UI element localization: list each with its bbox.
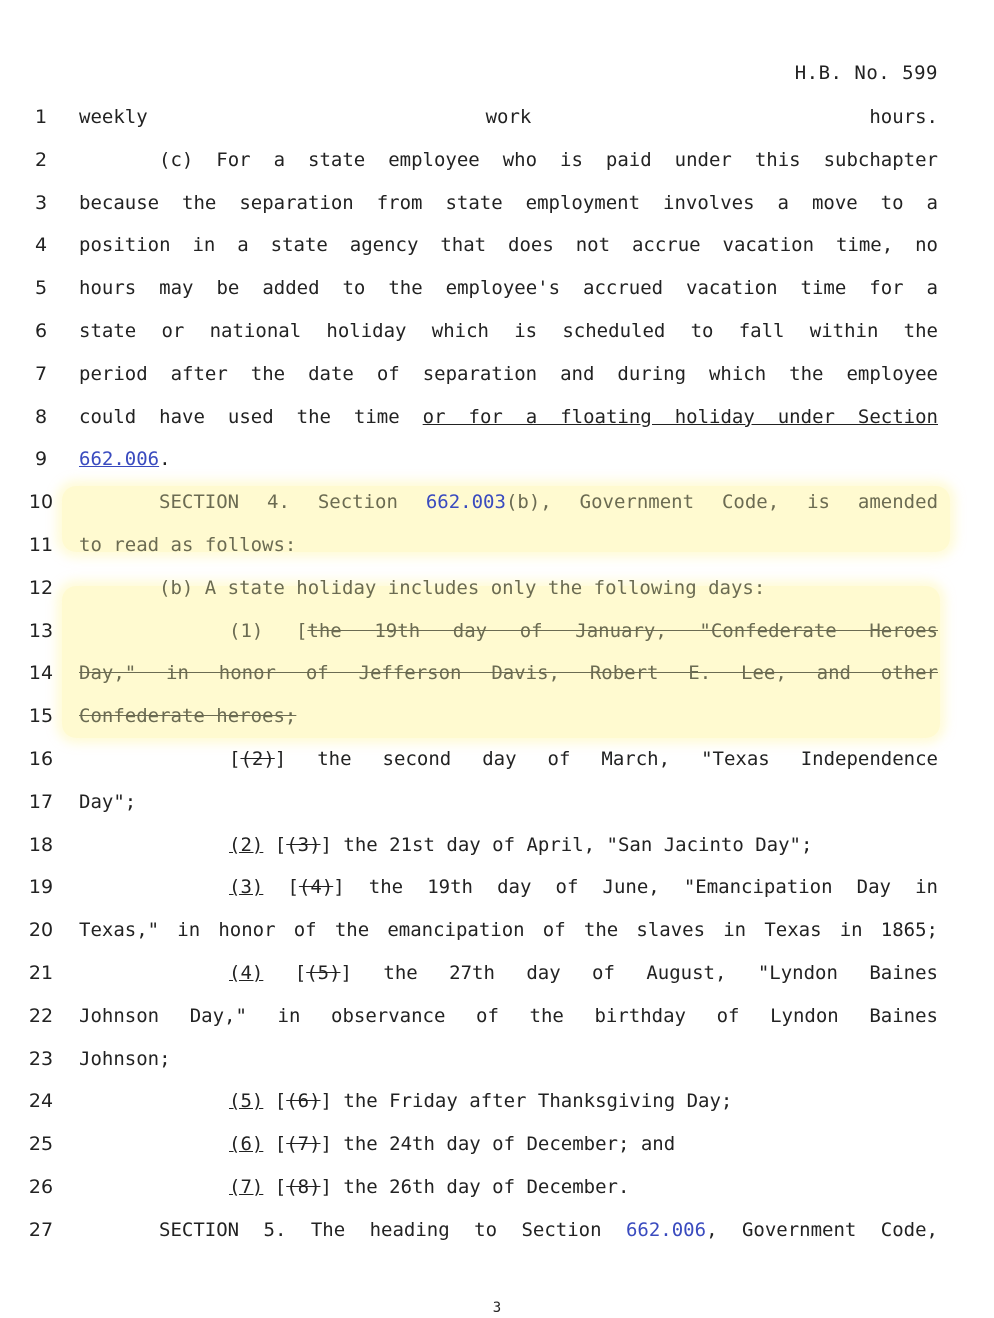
- line-number: 12: [28, 576, 54, 599]
- line-text: [229, 872, 938, 902]
- struck-text: (8): [286, 1176, 321, 1198]
- text-run: position in a state agency that does not accrue vacation time, no: [79, 234, 938, 257]
- bill-line: [0, 273, 994, 303]
- text-run: (b), Government Code, is amended: [505, 491, 939, 514]
- section-link[interactable]: 662.003: [425, 491, 506, 514]
- line-text: [229, 1086, 938, 1116]
- struck-text: (4): [298, 876, 334, 899]
- bill-line: [0, 1044, 994, 1074]
- bill-line: [0, 1215, 994, 1245]
- bill-line: [0, 958, 994, 988]
- line-number: 24: [28, 1090, 54, 1113]
- text-run: [: [263, 962, 307, 984]
- added-text: (7): [229, 1176, 264, 1198]
- line-text: [79, 359, 938, 389]
- text-run: Johnson;: [79, 1047, 171, 1070]
- line-number: 23: [28, 1047, 54, 1070]
- bill-line: [0, 915, 994, 945]
- line-number: 9: [34, 448, 48, 471]
- text-run: ] the 24th day of December; and: [320, 1133, 676, 1156]
- line-text: [229, 1129, 938, 1159]
- line-number: 2: [34, 148, 48, 171]
- bill-line: [0, 359, 994, 389]
- bill-line: [0, 145, 994, 175]
- text-run: [: [263, 1176, 287, 1198]
- text-run: period after the date of separation and during which the employee: [79, 362, 938, 385]
- text-run: hours may be added to the employee's accrued vacation time for a: [79, 277, 938, 300]
- text-run: because the separation from state employment involves a move to a: [79, 191, 938, 214]
- added-text: (4): [229, 962, 264, 984]
- bill-line: [0, 1172, 994, 1202]
- line-text: [79, 1044, 938, 1074]
- line-number: 22: [28, 1004, 54, 1027]
- line-text: [79, 658, 938, 688]
- line-number: 13: [28, 619, 54, 642]
- text-run: ] the 21st day of April, "San Jacinto Day";: [320, 833, 813, 856]
- text-run: (b) A state holiday includes only the following days:: [159, 576, 766, 599]
- line-text: [159, 573, 938, 603]
- text-run: ] the 19th day of June, "Emancipation Day in: [333, 876, 938, 899]
- page-number: 3: [492, 1300, 502, 1316]
- bill-line: [0, 487, 994, 517]
- struck-text: (7): [286, 1133, 321, 1156]
- line-number: 16: [28, 748, 54, 770]
- text-run: ] the 26th day of December.: [320, 1176, 630, 1198]
- line-number: 21: [28, 962, 54, 984]
- bill-line: [0, 1129, 994, 1159]
- text-run: weekly work hours.: [79, 106, 938, 128]
- struck-text: Confederate heroes;: [79, 705, 297, 728]
- line-text: [229, 1172, 938, 1202]
- bill-line: [0, 1086, 994, 1116]
- text-run: Johnson Day," in observance of the birthday of Lyndon Baines: [79, 1004, 938, 1027]
- added-text: (2): [229, 833, 264, 856]
- struck-text: the 19th day of January, "Confederate Heroes: [307, 619, 938, 642]
- text-run: (1) [: [229, 619, 308, 642]
- bill-line: [0, 701, 994, 731]
- line-text: [79, 402, 938, 432]
- bill-line: [0, 830, 994, 860]
- line-number: 20: [28, 919, 54, 942]
- line-number: 10: [28, 491, 54, 514]
- line-text: [79, 188, 938, 218]
- added-text: (5): [229, 1090, 264, 1113]
- bill-line: [0, 787, 994, 817]
- bill-line: [0, 188, 994, 218]
- text-run: ] the second day of March, "Texas Independence: [274, 748, 938, 770]
- line-number: 19: [28, 876, 54, 899]
- text-run: SECTION 4. Section: [159, 491, 426, 514]
- bill-line: [0, 573, 994, 603]
- text-run: [: [263, 1090, 287, 1113]
- added-text: (3): [229, 876, 264, 899]
- struck-text: (2): [240, 748, 275, 770]
- line-text: [79, 1001, 938, 1031]
- line-text: [79, 787, 938, 817]
- line-text: [79, 102, 938, 132]
- line-text: [79, 273, 938, 303]
- line-text: [79, 915, 938, 945]
- line-text: [79, 530, 938, 560]
- struck-text: (5): [306, 962, 341, 984]
- line-number: 5: [34, 277, 48, 300]
- text-run: [: [263, 1133, 287, 1156]
- line-text: [159, 1215, 938, 1245]
- bill-number: H.B. No. 599: [794, 62, 938, 84]
- struck-text: Day," in honor of Jefferson Davis, Robert E. Lee, and other: [79, 662, 938, 685]
- line-number: 26: [28, 1176, 54, 1198]
- text-run: to read as follows:: [79, 534, 297, 556]
- line-text: [79, 230, 938, 260]
- text-run: SECTION 5. The heading to Section: [159, 1218, 626, 1241]
- line-text: [159, 487, 938, 517]
- line-number: 14: [28, 662, 54, 685]
- bill-line: [0, 444, 994, 474]
- bill-line: [0, 872, 994, 902]
- bill-line: [0, 530, 994, 560]
- line-text: [79, 701, 938, 731]
- section-link[interactable]: 662.006: [625, 1218, 707, 1241]
- text-run: [: [263, 833, 287, 856]
- line-number: 4: [34, 234, 48, 257]
- bill-line: [0, 744, 994, 774]
- text-run: ] the Friday after Thanksgiving Day;: [320, 1090, 733, 1113]
- line-number: 27: [28, 1218, 54, 1241]
- line-number: 8: [34, 405, 48, 428]
- added-text: or for a floating holiday under Section: [422, 405, 938, 428]
- line-number: 15: [28, 705, 54, 728]
- text-run: Texas," in honor of the emancipation of the slaves in Texas in 1865;: [79, 919, 938, 942]
- line-text: [79, 316, 938, 346]
- text-run: Day";: [79, 790, 137, 813]
- added-text: (6): [229, 1133, 264, 1156]
- bill-line: [0, 658, 994, 688]
- struck-text: (3): [286, 833, 321, 856]
- text-run: , Government Code,: [706, 1218, 938, 1241]
- line-number: 11: [28, 534, 54, 556]
- line-number: 18: [28, 833, 54, 856]
- line-text: [159, 145, 938, 175]
- section-link[interactable]: 662.006: [79, 448, 160, 471]
- bill-line: [0, 616, 994, 646]
- text-run: state or national holiday which is scheduled to fall within the: [79, 320, 938, 342]
- line-number: 17: [28, 790, 54, 813]
- line-text: [229, 830, 938, 860]
- struck-text: (6): [286, 1090, 321, 1113]
- line-text: [229, 616, 938, 646]
- text-run: could have used the time: [79, 405, 423, 428]
- bill-line: [0, 102, 994, 132]
- bill-line: [0, 230, 994, 260]
- line-number: 3: [34, 191, 48, 214]
- bill-line: [0, 316, 994, 346]
- bill-line: [0, 402, 994, 432]
- line-text: [229, 744, 938, 774]
- line-number: 25: [28, 1133, 54, 1156]
- text-run: (c) For a state employee who is paid under this subchapter: [159, 148, 938, 171]
- line-number: 1: [34, 106, 48, 128]
- line-text: [229, 958, 938, 988]
- line-text: [79, 444, 938, 474]
- text-run: .: [159, 448, 171, 471]
- text-run: [: [229, 748, 241, 770]
- line-number: 7: [34, 362, 48, 385]
- text-run: [: [263, 876, 299, 899]
- text-run: ] the 27th day of August, "Lyndon Baines: [340, 962, 938, 984]
- line-number: 6: [34, 320, 48, 342]
- bill-line: [0, 1001, 994, 1031]
